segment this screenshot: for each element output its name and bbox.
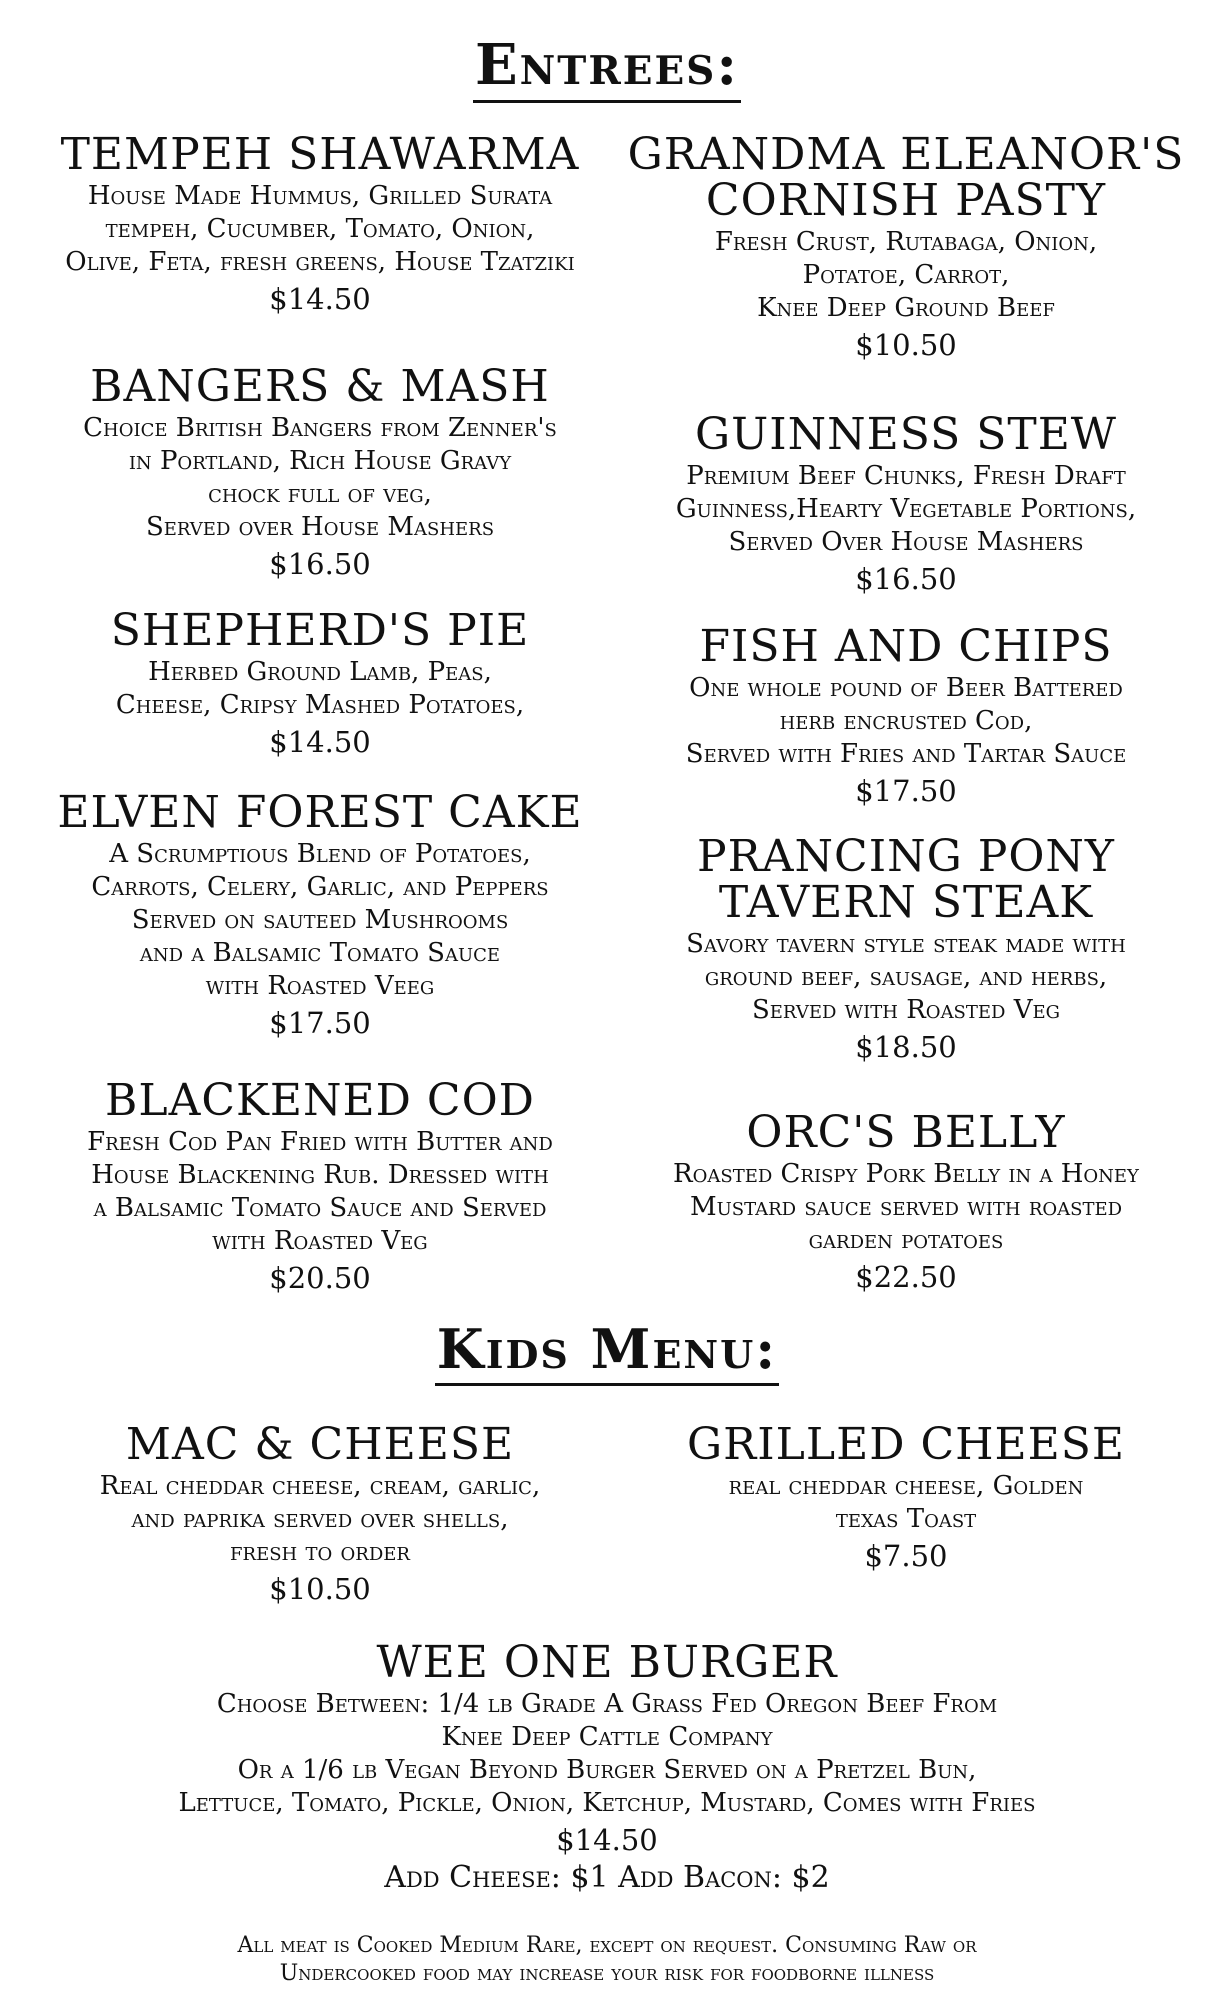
food-safety-disclaimer: All meat is Cooked Medium Rare, except on request. Consuming Raw or Undercooked food may increase your risk for foodborne illness: [237, 1933, 977, 1986]
item-description: Herbed Ground Lamb, Peas, Cheese, Cripsy Mashed Potatoes,: [115, 657, 525, 720]
menu-item-fish-and-chips: [612, 621, 1200, 809]
item-name: MAC & CHEESE: [125, 1419, 515, 1470]
item-name: TEMPEH SHAWARMA: [60, 129, 580, 180]
item-name: PRANCING PONY TAVERN STEAK: [697, 831, 1115, 928]
menu-item-grilled-cheese: [612, 1419, 1200, 1574]
item-description: A Scrumptious Blend of Potatoes, Carrots, Celery, Garlic, and Peppers Served on sauteed Mushrooms and a Balsamic Tomato Sauce with Roasted Veeg: [91, 839, 549, 1001]
item-name: ELVEN FOREST CAKE: [57, 787, 583, 838]
item-description: Fresh Cod Pan Fried with Butter and House Blackening Rub. Dressed with a Balsamic Tomato Sauce and Served with Roasted Veg: [87, 1127, 553, 1256]
menu-item-mac-cheese: [20, 1419, 620, 1607]
item-name: GUINNESS STEW: [694, 409, 1118, 460]
item-price: $22.50: [855, 1260, 957, 1294]
item-name: ORC'S BELLY: [746, 1107, 1066, 1158]
item-description: Choice British Bangers from Zenner's in Portland, Rich House Gravy chock full of veg, Served over House Mashers: [83, 413, 557, 542]
item-description: One whole pound of Beer Battered herb encrusted Cod, Served with Fries and Tartar Sauce: [685, 673, 1127, 769]
item-name: FISH AND CHIPS: [699, 621, 1113, 672]
item-price: $20.50: [269, 1261, 371, 1295]
menu-item-shepherds-pie: [20, 605, 620, 760]
item-description: Savory tavern style steak made with ground beef, sausage, and herbs, Served with Roasted Veg: [686, 929, 1126, 1025]
menu-item-bangers-mash: [20, 361, 620, 582]
item-price: $16.50: [855, 562, 957, 596]
item-description: Premium Beef Chunks, Fresh Draft Guinness,Hearty Vegetable Portions, Served Over House Mashers: [675, 461, 1137, 557]
menu-item-tempeh-shawarma: [20, 129, 620, 317]
item-price: $7.50: [864, 1539, 948, 1573]
item-name: BLACKENED COD: [105, 1075, 535, 1126]
item-name: SHEPHERD'S PIE: [110, 605, 530, 656]
menu-item-prancing-pony-steak: [612, 831, 1200, 1065]
item-price: $18.50: [855, 1030, 957, 1064]
item-name: GRILLED CHEESE: [686, 1419, 1125, 1470]
item-price: $14.50: [269, 725, 371, 759]
kids-menu-heading-text: Kids Menu:: [435, 1317, 779, 1386]
menu-item-elven-forest-cake: [20, 787, 620, 1041]
item-description: Choose Between: 1/4 lb Grade A Grass Fed Oregon Beef From Knee Deep Cattle Company Or a 1/6 lb Vegan Beyond Burger Served on a Pretzel Bun, Lettuce, Tomato, Pickle, Onion, Ketchup, Mustard, Comes with Fries: [178, 1689, 1036, 1818]
burger-addons: Add Cheese: $1 Add Bacon: $2: [384, 1860, 830, 1895]
menu-item-orcs-belly: [612, 1107, 1200, 1295]
item-description: Roasted Crispy Pork Belly in a Honey Mustard sauce served with roasted garden potatoes: [673, 1159, 1139, 1255]
item-name: BANGERS & MASH: [90, 361, 550, 412]
item-price: $14.50: [556, 1823, 658, 1857]
item-description: House Made Hummus, Grilled Surata tempeh, Cucumber, Tomato, Onion, Olive, Feta, fresh greens, House Tzatziki: [65, 181, 575, 277]
entrees-heading-text: Entrees:: [473, 32, 741, 103]
kids-menu-heading: [0, 1318, 1214, 1380]
menu-item-cornish-pasty: [612, 129, 1200, 363]
item-price: $10.50: [855, 328, 957, 362]
item-description: Real cheddar cheese, cream, garlic, and paprika served over shells, fresh to order: [99, 1471, 541, 1567]
item-name: GRANDMA ELEANOR'S CORNISH PASTY: [627, 129, 1185, 226]
item-description: Fresh Crust, Rutabaga, Onion, Potatoe, Carrot, Knee Deep Ground Beef: [714, 227, 1098, 323]
item-name: WEE ONE BURGER: [376, 1637, 838, 1688]
item-price: $10.50: [269, 1572, 371, 1606]
menu-item-wee-one-burger: [0, 1637, 1214, 1858]
item-price: $14.50: [269, 282, 371, 316]
item-description: real cheddar cheese, Golden texas Toast: [728, 1471, 1084, 1534]
item-price: $17.50: [855, 774, 957, 808]
menu-item-guinness-stew: [612, 409, 1200, 597]
entrees-heading: [0, 32, 1214, 98]
menu-item-blackened-cod: [20, 1075, 620, 1296]
item-price: $17.50: [269, 1006, 371, 1040]
item-price: $16.50: [269, 547, 371, 581]
